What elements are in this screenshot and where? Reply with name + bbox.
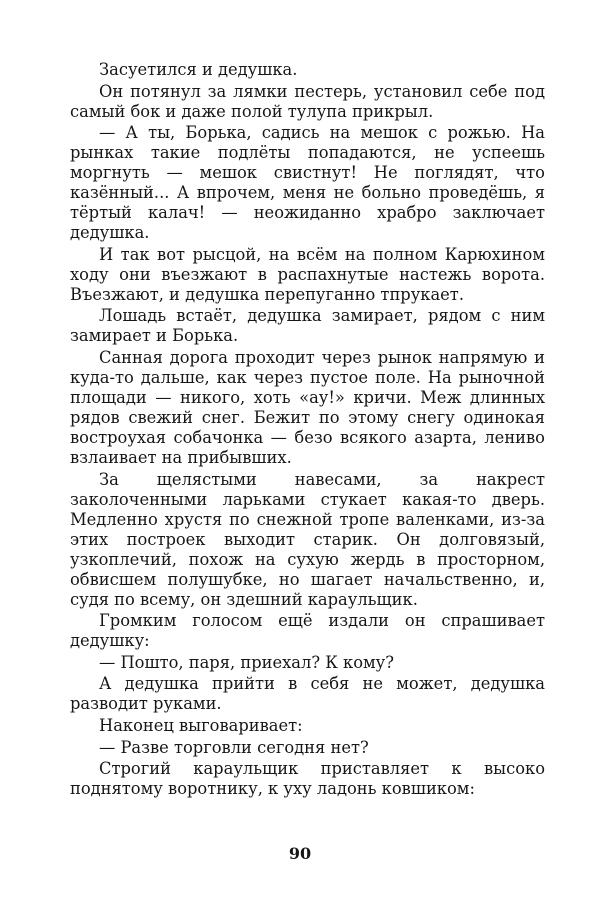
paragraph-12: — Разве торговли сегодня нет? (99, 737, 369, 757)
page-number: 90 (288, 844, 312, 863)
paragraph-8: Громким голосом ещё издали он спрашивает дедушку: (70, 611, 545, 651)
paragraph-1: Засуетился и дедушка. (99, 60, 298, 79)
paragraph-4: И так вот рысцой, на всём на полном Карюхином ходу они въезжают в распахнутые настежь ворота. Въезжают, и дедушка перепуганно тпрукает. (70, 244, 545, 304)
paragraph-10: А дедушка прийти в себя не может, дедушка разводит руками. (70, 674, 545, 714)
paragraph-5: Лошадь встаёт, дедушка замирает, рядом с ним замирает и Борька. (70, 306, 545, 346)
paragraph-13: Строгий караульщик приставляет к высоко поднятому воротнику, к уху ладонь ковшиком: (70, 759, 545, 799)
paragraph-2: Он потянул за лямки пестерь, установил себе под самый бок и даже полой тулупа прикрыл. (70, 81, 545, 121)
paragraph-7: За щелястыми навесами, за накрест заколоченными ларьками стукает какая-то дверь. Медленно хрустя по снежной тропе валенками, из-за этих построек выходит старик. Он долговязый, узкоплечий, похож на сухую жердь в просторном, обвисшем полушубке, но шагает начальственно, и, судя по всему, он здешний караульщик. (70, 469, 545, 609)
page-body (70, 60, 545, 801)
paragraph-6: Санная дорога проходит через рынок напрямую и куда-то дальше, как через пустое поле. На рыночной площади — никого, хоть «ау!» кричи. Меж длинных рядов свежий снег. Бежит по этому снегу одинокая востроухая собачонка — безо всякого азарта, лениво взлаивает на прибывших. (70, 347, 545, 467)
paragraph-3: — А ты, Борька, садись на мешок с рожью. На рынках такие подлёты попадаются, не успеешь моргнуть — мешок свистнут! Не поглядят, что казённый... А впрочем, меня не больно проведёшь, я тёртый калач! — неожиданно храбро заключает дедушка. (70, 123, 545, 243)
paragraph-9: — Пошто, паря, приехал? К кому? (99, 652, 394, 672)
paragraph-11: Наконец выговаривает: (99, 715, 303, 735)
